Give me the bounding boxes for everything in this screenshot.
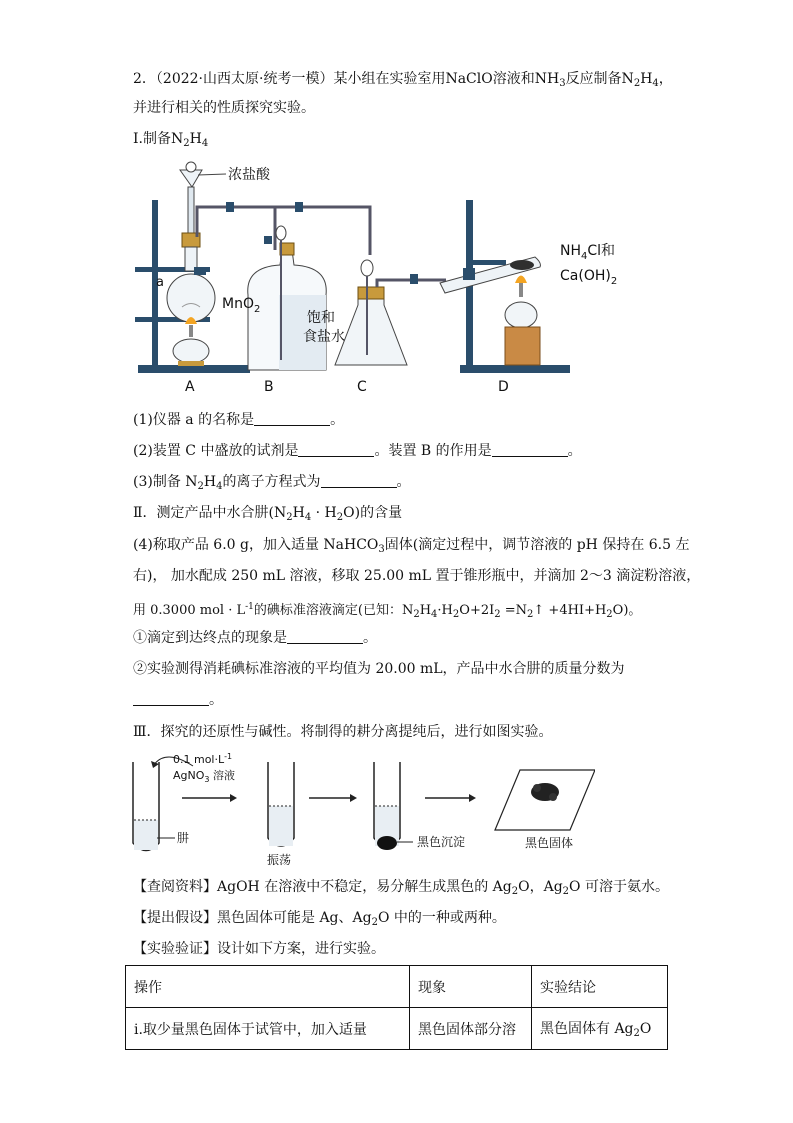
apparatus-figure: [130, 155, 650, 400]
experiment-table: [125, 965, 668, 1050]
experiment-figure: [125, 748, 595, 868]
svg-text:B: B: [264, 379, 274, 395]
q4-line2: 右)， 加水配成 250 mL 溶液，移取 25.00 mL 置于锥形瓶中，并滴加 2～3 滴淀粉溶液，: [133, 568, 701, 584]
svg-text:MnO2: MnO$_2$: [222, 296, 261, 315]
q4-line3: 用 0.3000 mol · $L^{-1}$的碘标准溶液滴定(已知：$N_2H_4\cdot H_2O+2I_2$ $=N_2↑ +4HI+H_2O$)。: [133, 602, 642, 620]
table-header: 现象: [410, 966, 532, 1008]
part1-title: Ⅰ.制备$N_2H_4$: [133, 131, 209, 149]
question-line-2: 并进行相关的性质探究实验。: [133, 100, 315, 116]
answer-blank[interactable]: [492, 442, 568, 457]
svg-text:AgNO3 溶液: AgNO$_3$ 溶液: [173, 769, 235, 784]
q4-line1: (4)称取产品 6.0 g，加入适量 NaHCO$_3$固体(滴定过程中，调节溶液的 pH 保持在 6.5 左: [133, 537, 690, 555]
table-header: 实验结论: [532, 966, 668, 1008]
svg-text:0.1 mol·L-1: 0.1 $mol\cdot L^{-1}$: [173, 752, 233, 766]
q4-2: ②实验测得消耗碘标准溶液的平均值为 20.00 mL，产品中水合肼的质量分数为: [133, 661, 625, 677]
svg-text:黑色沉淀: 黑色沉淀: [417, 835, 466, 849]
q3: (3)制备 $N_2H_4$的离子方程式为 。: [133, 474, 411, 492]
table-cell: 黑色固体有 $Ag_2O$: [532, 1008, 668, 1050]
q2: (2)装置 C 中盛放的试剂是 。装置 B 的作用是 。: [133, 443, 582, 459]
answer-blank[interactable]: [287, 629, 363, 644]
svg-text:C: C: [357, 379, 367, 395]
question-source: （2022·山西太原·统考一模）: [155, 71, 334, 87]
svg-text:浓盐酸: 浓盐酸: [228, 167, 270, 183]
info-line: 【查阅资料】AgOH 在溶液中不稳定，易分解生成黑色的 $Ag_2O$，$Ag_2O$ 可溶于氨水。: [133, 879, 669, 897]
table-cell: 黑色固体部分溶: [410, 1008, 532, 1050]
answer-blank[interactable]: [298, 442, 374, 457]
answer-blank[interactable]: [321, 473, 397, 488]
table-header-row: [126, 966, 668, 1008]
q4-2-answer: 。: [133, 690, 223, 710]
table-row: [126, 1008, 668, 1050]
svg-text:食盐水: 食盐水: [303, 329, 345, 345]
question-number: 2．: [133, 71, 156, 87]
svg-text:Ca(OH)2: $Ca(OH)_2$: [560, 268, 618, 287]
svg-text:D: D: [498, 379, 509, 395]
answer-blank[interactable]: [133, 691, 209, 706]
verify-line: 【实验验证】设计如下方案，进行实验。: [133, 941, 385, 957]
svg-text:黑色固体: 黑色固体: [525, 836, 574, 850]
part3-title: Ⅲ．探究的还原性与碱性。将制得的耕分离提纯后，进行如图实验。: [133, 724, 553, 740]
svg-text:饱和: 饱和: [307, 310, 335, 326]
table-header: 操作: [126, 966, 410, 1008]
svg-text:A: A: [185, 379, 195, 395]
q4-1: ①滴定到达终点的现象是 。: [133, 630, 377, 646]
svg-text:肼: 肼: [177, 831, 190, 845]
part2-title: Ⅱ．测定产品中水合肼$(N_2H_4 \cdot H_2O)$的含量: [133, 505, 403, 523]
question-line-1: 2．（2022·山西太原·统考一模）某小组在实验室用NaClO溶液和$NH_3$反应制备$N_2H_4$，: [133, 71, 673, 89]
svg-text:a: a: [156, 275, 164, 290]
svg-text:NH4Cl和: $NH_4Cl$和: [560, 243, 616, 262]
table-cell: i.取少量黑色固体于试管中，加入适量: [126, 1008, 410, 1050]
hypothesis-line: 【提出假设】黑色固体可能是 Ag、$Ag_2O$ 中的一种或两种。: [133, 910, 506, 928]
q1: (1)仪器 a 的名称是 。: [133, 412, 345, 428]
svg-text:振荡: 振荡: [267, 853, 292, 867]
answer-blank[interactable]: [254, 411, 330, 426]
